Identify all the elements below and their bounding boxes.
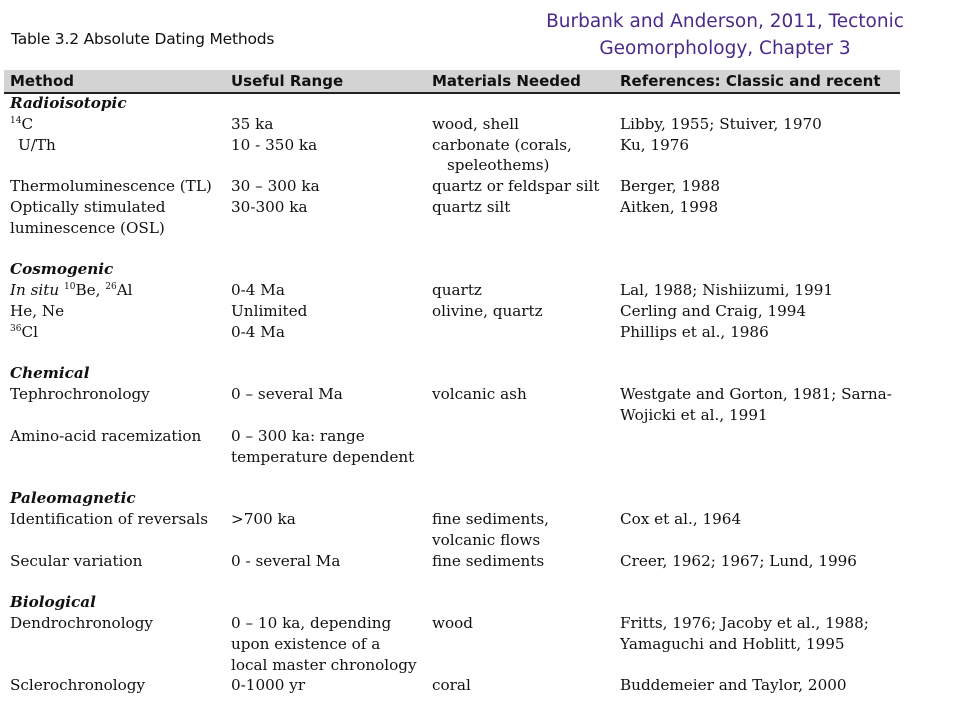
- section-chemical: Chemical: [10, 364, 90, 383]
- superscript: 36: [10, 323, 22, 334]
- range-cell: >700 ka: [231, 509, 296, 528]
- table-row: [4, 280, 900, 301]
- method-cell: [10, 197, 165, 239]
- section-cosmogenic: Cosmogenic: [10, 260, 114, 279]
- materials-cell: wood: [432, 613, 474, 632]
- range-cell: Unlimited: [231, 301, 308, 320]
- materials-line: carbonate (corals,: [432, 135, 572, 154]
- method-text: Be,: [75, 281, 101, 300]
- range-cell: [231, 613, 417, 675]
- range-cell: 30-300 ka: [231, 197, 308, 216]
- section-biological: Biological: [10, 593, 96, 612]
- method-cell: [10, 280, 133, 301]
- references-line: Westgate and Gorton, 1981; Sarna-: [620, 385, 892, 404]
- materials-cell: fine sediments: [432, 551, 545, 570]
- method-cell: Thermoluminescence (TL): [10, 177, 212, 196]
- references-cell: Cerling and Craig, 1994: [620, 301, 807, 320]
- materials-cell: [432, 135, 572, 177]
- method-cell: Secular variation: [10, 551, 143, 570]
- materials-cell: coral: [432, 676, 471, 695]
- table-header: [4, 70, 900, 94]
- method-cell: Sclerochronology: [10, 676, 146, 695]
- table-row: [4, 197, 900, 239]
- materials-cell: [432, 509, 549, 551]
- row-spacer: [4, 571, 900, 592]
- references-cell: Phillips et al., 1986: [620, 322, 769, 341]
- references-cell: Libby, 1955; Stuiver, 1970: [620, 114, 822, 133]
- method-text: C: [21, 114, 34, 133]
- section-paleomagnetic: Paleomagnetic: [10, 489, 136, 508]
- references-cell: Ku, 1976: [620, 135, 690, 154]
- range-line: 0 – 10 ka, depending: [231, 613, 392, 632]
- materials-line: volcanic flows: [432, 530, 541, 549]
- references-cell: [620, 384, 892, 426]
- table-row: [4, 509, 900, 551]
- range-cell: 0-4 Ma: [231, 281, 285, 300]
- row-spacer: [4, 467, 900, 488]
- table-row: [4, 613, 900, 675]
- range-cell: [231, 426, 414, 468]
- table-row: [4, 426, 900, 468]
- table-row: [4, 322, 900, 343]
- range-cell: 0 - several Ma: [231, 551, 341, 570]
- header-range: Useful Range: [231, 72, 344, 90]
- materials-line: fine sediments,: [432, 509, 549, 528]
- references-cell: Aitken, 1998: [620, 197, 719, 216]
- range-cell: 30 – 300 ka: [231, 177, 320, 196]
- superscript: 10: [63, 282, 76, 293]
- method-cell: Amino-acid racemization: [10, 426, 202, 445]
- range-line: upon existence of a: [231, 634, 381, 653]
- method-line: Optically stimulated: [10, 197, 166, 216]
- table-row: [4, 301, 900, 322]
- table-row: [4, 551, 900, 572]
- table-row: [4, 176, 900, 197]
- method-italic: In situ: [10, 281, 60, 300]
- references-line: Wojicki et al., 1991: [620, 405, 768, 424]
- row-spacer: [4, 239, 900, 260]
- method-text: Al: [116, 281, 133, 300]
- method-text: Cl: [21, 322, 38, 341]
- references-cell: Lal, 1988; Nishiizumi, 1991: [620, 281, 834, 300]
- materials-cell: quartz silt: [432, 197, 511, 216]
- method-cell: U/Th: [18, 135, 56, 154]
- references-cell: Buddemeier and Taylor, 2000: [620, 676, 847, 695]
- range-cell: 0 – several Ma: [231, 385, 343, 404]
- header-method: Method: [10, 72, 74, 90]
- table-body: [4, 93, 900, 696]
- range-line: local master chronology: [231, 655, 417, 674]
- references-line: Fritts, 1976; Jacoby et al., 1988;: [620, 613, 869, 632]
- method-cell: [10, 322, 38, 343]
- range-cell: 0-4 Ma: [231, 322, 285, 341]
- method-cell: Tephrochronology: [10, 385, 150, 404]
- method-line: luminescence (OSL): [10, 218, 165, 237]
- table-row: [4, 384, 900, 426]
- materials-cell: quartz or feldspar silt: [432, 177, 600, 196]
- range-cell: 35 ka: [231, 114, 274, 133]
- range-line: temperature dependent: [231, 447, 415, 466]
- citation-line-2: Geomorphology, Chapter 3: [599, 38, 851, 59]
- method-cell: Dendrochronology: [10, 613, 153, 632]
- method-cell: He, Ne: [10, 301, 65, 320]
- table-row: [4, 114, 900, 135]
- references-line: Yamaguchi and Hoblitt, 1995: [620, 634, 845, 653]
- references-cell: Berger, 1988: [620, 177, 721, 196]
- materials-cell: quartz: [432, 281, 482, 300]
- superscript: 14: [10, 115, 22, 126]
- citation-line-1: Burbank and Anderson, 2011, Tectonic: [546, 11, 904, 32]
- superscript: 26: [105, 282, 117, 293]
- materials-cell: wood, shell: [432, 114, 519, 133]
- references-cell: [620, 613, 869, 655]
- table-row: [4, 675, 900, 696]
- header-materials: Materials Needed: [432, 72, 581, 90]
- method-cell: [10, 114, 33, 135]
- citation: [510, 8, 940, 62]
- section-radioisotopic: Radioisotopic: [10, 94, 127, 112]
- references-cell: Cox et al., 1964: [620, 509, 742, 528]
- range-cell: 0-1000 yr: [231, 676, 306, 695]
- header-references: References: Classic and recent: [620, 72, 881, 90]
- table-caption: Table 3.2 Absolute Dating Methods: [11, 30, 275, 48]
- range-line: 0 – 300 ka: range: [231, 426, 365, 445]
- method-cell: Identification of reversals: [10, 509, 209, 528]
- materials-cell: olivine, quartz: [432, 301, 543, 320]
- materials-cell: volcanic ash: [432, 385, 527, 404]
- references-cell: Creer, 1962; 1967; Lund, 1996: [620, 551, 857, 570]
- table-row: [4, 135, 900, 177]
- materials-line: speleothems): [447, 156, 550, 175]
- row-spacer: [4, 343, 900, 364]
- range-cell: 10 - 350 ka: [231, 135, 318, 154]
